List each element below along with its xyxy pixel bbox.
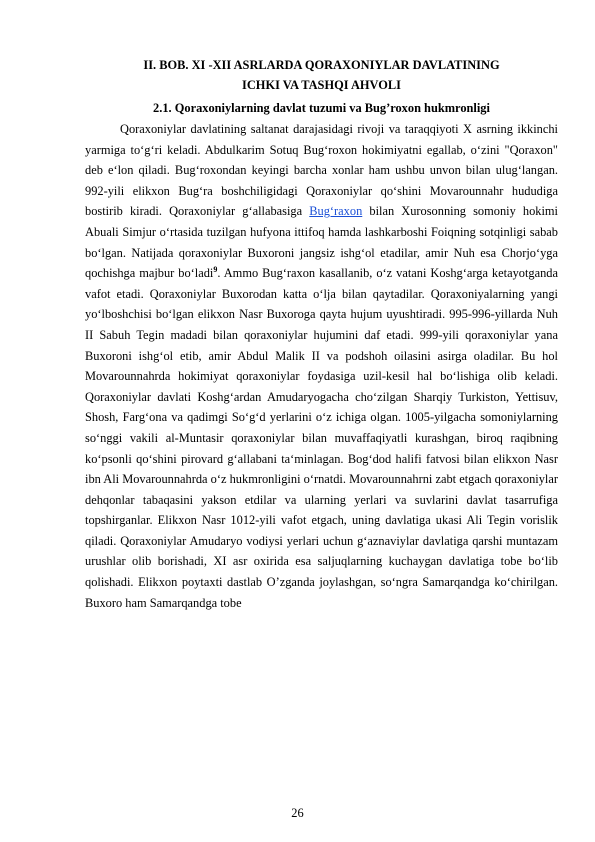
chapter-title: II. BOB. XI -XII ASRLARDA QORAXONIYLAR DAVLATINING <box>143 58 500 72</box>
paragraph-text-part1: Qoraxoniylar davlatining saltanat darajasidagi rivoji va taraqqiyoti X asrning ikkinchi yarmiga toʻgʻri keladi. Abdulkarim Sotuq Bugʻroxon hokimiyatni egallab, oʻzini "Qoraxon" deb eʻlon qiladi. Bugʻroxondan keyingi barcha xonlar ham ushbu unvon bilan ulugʻlangan. 992-yili elikxon Bugʻra boshchiligidagi Qoraxoniylar qoʻshini Movarounnahr hududiga bostirib kiradi. Qoraxoniylar gʻallabasiga <box>85 122 558 219</box>
footnote-reference[interactable]: 9 <box>213 265 218 275</box>
paragraph-text-part3: . Ammo Bugʻraxon kasallanib, oʻz vatani Koshgʻarga ketayotganda vafot etadi. Qoraxoniylar Buxorodan katta oʻlja bilan qaytadilar. Qoraxoniyalarning yangi yoʻlboshchisi boʻlgan elikxon Nasr Buxoroga qayta hujum uyushtiradi. 995-996-yillarda Nuh II Sabuh Tegin madadi bilan qoraxoniylar hujumini daf etadi. 999-yili qoraxoniylar yana Buxoroni ishgʻol etib, amir Abdul Malik II va podshoh oilasini asirga oladilar. Bu hol Movarounnahrda hokimiyat qoraxoniylar foydasiga uzil-kesil hal boʻlishiga olib keladi. Qoraxoniylar davlati Koshgʻardan Amudaryogacha choʻzilgan Sharqiy Turkiston, Yettisuv, Shosh, Fargʻona va qadimgi Soʻgʻd yerlarini oʻz ichiga olgan. 1005-yilgacha somoniylarning soʻnggi vakili al-Muntasir qoraxoniylar bilan muvaffaqiyatli kurashgan, biroq raqibning koʻpsonli qoʻshini pirovard gʻallabani taʻminlagan. Bogʻdod halifi fatvosi bilan elikxon Nasr ibn Ali Movarounnahrda oʻz hukmronligini oʻrnatdi. Movarounnahrni zabt etgach qoraxoniylar dehqonlar tabaqasini yakson etdilar va ularning yerlari va suvlarini davlat tasarrufiga topshirganlar. Elikxon Nasr 1012-yili vafot etgach, uning davlatiga ukasi Ali Tegin vorislik qiladi. Qoraxoniylar Amudaryo vodiysi yerlari uchun gʻaznaviylar davlatiga qarshi muntazam urushlar olib borishadi, XI asr oxirida esa saljuqlarning kuchaygan davlatiga tobe boʻlib qolishadi. Elikxon poytaxti dastlab O’zganda joylashgan, soʻngra Samarqandga koʻchirilgan. Buxoro ham Samarqandga tobe <box>85 266 558 610</box>
chapter-subtitle: ICHKI VA TASHQI AHVOLI <box>242 78 401 92</box>
section-title: 2.1. Qoraxoniylarning davlat tuzumi va Bug’roxon hukmronligi <box>153 101 490 115</box>
bugraxon-link[interactable]: Bugʻraxon <box>309 204 363 219</box>
body-paragraph <box>85 119 558 613</box>
paragraph-text-part2: bilan Xurosonning somoniy hokimi Abuali Simjur oʻrtasida tuzilgan hufyona ittifoq hamda lashkarboshi Foiqning sotqinligi sabab boʻlgan. Natijada qoraxoniylar Buxoroni jangsiz ishgʻol etadilar, amir Nuh esa Chorjoʻyga qochishga majbur boʻladi <box>85 204 559 281</box>
document-page <box>85 55 558 613</box>
page-number: 26 <box>291 806 304 820</box>
